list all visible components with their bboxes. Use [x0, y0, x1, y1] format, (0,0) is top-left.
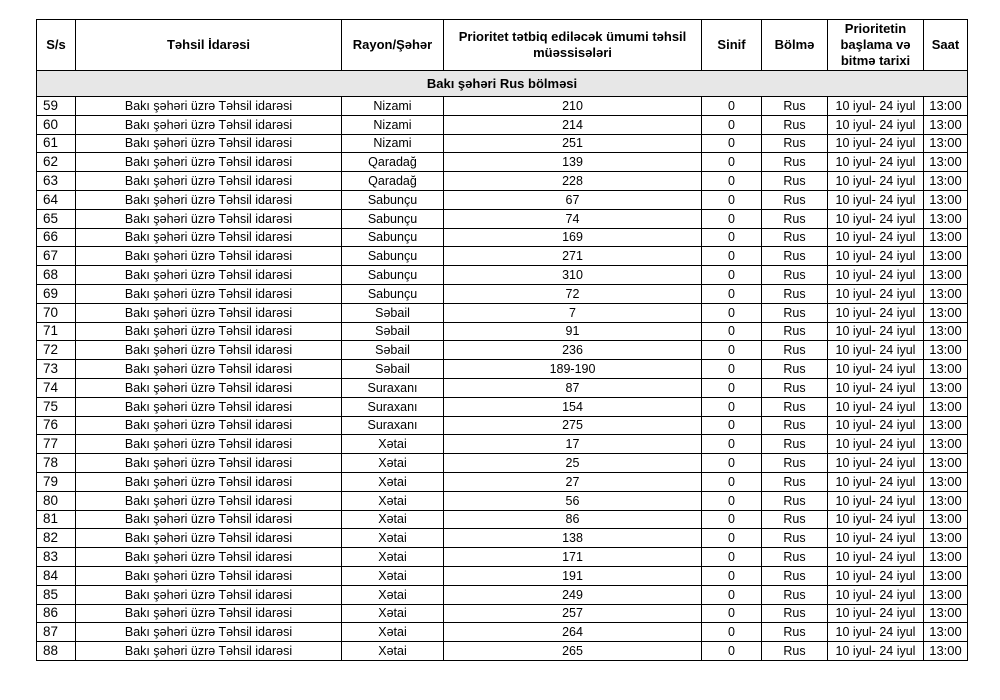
cell-tarix: 10 iyul- 24 iyul — [828, 585, 924, 604]
cell-sinif: 0 — [702, 529, 762, 548]
cell-saat: 13:00 — [924, 303, 968, 322]
header-prioritet: Prioritet tətbiq ediləcək ümumi təhsil müəssisələri — [444, 20, 702, 71]
cell-tehsil-idaresi: Bakı şəhəri üzrə Təhsil idarəsi — [76, 435, 342, 454]
cell-tehsil-idaresi: Bakı şəhəri üzrə Təhsil idarəsi — [76, 416, 342, 435]
header-bolme: Bölmə — [762, 20, 828, 71]
cell-mekteb: 265 — [444, 642, 702, 661]
cell-number: 74 — [37, 378, 76, 397]
cell-tehsil-idaresi: Bakı şəhəri üzrə Təhsil idarəsi — [76, 491, 342, 510]
cell-bolme: Rus — [762, 397, 828, 416]
cell-tarix: 10 iyul- 24 iyul — [828, 454, 924, 473]
cell-tarix: 10 iyul- 24 iyul — [828, 341, 924, 360]
cell-mekteb: 87 — [444, 378, 702, 397]
cell-saat: 13:00 — [924, 529, 968, 548]
table-row — [37, 548, 968, 567]
cell-bolme: Rus — [762, 190, 828, 209]
table-row — [37, 247, 968, 266]
cell-tehsil-idaresi: Bakı şəhəri üzrə Təhsil idarəsi — [76, 529, 342, 548]
header-tehsil-idaresi: Təhsil İdarəsi — [76, 20, 342, 71]
cell-sinif: 0 — [702, 97, 762, 116]
cell-mekteb: 56 — [444, 491, 702, 510]
cell-bolme: Rus — [762, 303, 828, 322]
cell-tarix: 10 iyul- 24 iyul — [828, 510, 924, 529]
header-ss: S/s — [37, 20, 76, 71]
cell-mekteb: 249 — [444, 585, 702, 604]
cell-tehsil-idaresi: Bakı şəhəri üzrə Təhsil idarəsi — [76, 97, 342, 116]
cell-sinif: 0 — [702, 322, 762, 341]
cell-rayon: Xətai — [342, 623, 444, 642]
cell-bolme: Rus — [762, 548, 828, 567]
cell-saat: 13:00 — [924, 190, 968, 209]
cell-sinif: 0 — [702, 153, 762, 172]
cell-bolme: Rus — [762, 153, 828, 172]
table-row — [37, 172, 968, 191]
cell-bolme: Rus — [762, 642, 828, 661]
cell-number: 67 — [37, 247, 76, 266]
cell-tarix: 10 iyul- 24 iyul — [828, 228, 924, 247]
table-row — [37, 153, 968, 172]
cell-tarix: 10 iyul- 24 iyul — [828, 416, 924, 435]
priority-schools-table — [36, 19, 968, 661]
cell-saat: 13:00 — [924, 153, 968, 172]
cell-saat: 13:00 — [924, 360, 968, 379]
table-row — [37, 604, 968, 623]
cell-number: 73 — [37, 360, 76, 379]
cell-mekteb: 214 — [444, 115, 702, 134]
cell-mekteb: 271 — [444, 247, 702, 266]
cell-mekteb: 91 — [444, 322, 702, 341]
cell-tehsil-idaresi: Bakı şəhəri üzrə Təhsil idarəsi — [76, 266, 342, 285]
cell-tehsil-idaresi: Bakı şəhəri üzrə Təhsil idarəsi — [76, 642, 342, 661]
table-row — [37, 284, 968, 303]
cell-number: 62 — [37, 153, 76, 172]
cell-tehsil-idaresi: Bakı şəhəri üzrə Təhsil idarəsi — [76, 585, 342, 604]
cell-bolme: Rus — [762, 115, 828, 134]
cell-saat: 13:00 — [924, 566, 968, 585]
cell-saat: 13:00 — [924, 266, 968, 285]
cell-number: 60 — [37, 115, 76, 134]
cell-tarix: 10 iyul- 24 iyul — [828, 284, 924, 303]
cell-tarix: 10 iyul- 24 iyul — [828, 397, 924, 416]
cell-number: 82 — [37, 529, 76, 548]
cell-saat: 13:00 — [924, 397, 968, 416]
table-row — [37, 642, 968, 661]
cell-tehsil-idaresi: Bakı şəhəri üzrə Təhsil idarəsi — [76, 623, 342, 642]
cell-bolme: Rus — [762, 435, 828, 454]
cell-number: 78 — [37, 454, 76, 473]
cell-bolme: Rus — [762, 247, 828, 266]
cell-mekteb: 25 — [444, 454, 702, 473]
cell-tehsil-idaresi: Bakı şəhəri üzrə Təhsil idarəsi — [76, 454, 342, 473]
cell-rayon: Suraxanı — [342, 378, 444, 397]
cell-sinif: 0 — [702, 341, 762, 360]
cell-rayon: Xətai — [342, 642, 444, 661]
cell-saat: 13:00 — [924, 416, 968, 435]
cell-number: 66 — [37, 228, 76, 247]
cell-bolme: Rus — [762, 378, 828, 397]
cell-sinif: 0 — [702, 566, 762, 585]
cell-sinif: 0 — [702, 360, 762, 379]
cell-sinif: 0 — [702, 190, 762, 209]
cell-number: 85 — [37, 585, 76, 604]
cell-rayon: Xətai — [342, 585, 444, 604]
cell-tarix: 10 iyul- 24 iyul — [828, 642, 924, 661]
cell-sinif: 0 — [702, 284, 762, 303]
cell-saat: 13:00 — [924, 228, 968, 247]
cell-tehsil-idaresi: Bakı şəhəri üzrə Təhsil idarəsi — [76, 303, 342, 322]
cell-tehsil-idaresi: Bakı şəhəri üzrə Təhsil idarəsi — [76, 566, 342, 585]
cell-mekteb: 257 — [444, 604, 702, 623]
table-row — [37, 360, 968, 379]
cell-sinif: 0 — [702, 435, 762, 454]
cell-tehsil-idaresi: Bakı şəhəri üzrə Təhsil idarəsi — [76, 228, 342, 247]
table-row — [37, 228, 968, 247]
cell-bolme: Rus — [762, 454, 828, 473]
cell-tehsil-idaresi: Bakı şəhəri üzrə Təhsil idarəsi — [76, 378, 342, 397]
cell-rayon: Qaradağ — [342, 153, 444, 172]
cell-number: 61 — [37, 134, 76, 153]
cell-number: 71 — [37, 322, 76, 341]
cell-tehsil-idaresi: Bakı şəhəri üzrə Təhsil idarəsi — [76, 322, 342, 341]
cell-mekteb: 74 — [444, 209, 702, 228]
cell-sinif: 0 — [702, 472, 762, 491]
cell-saat: 13:00 — [924, 585, 968, 604]
cell-number: 64 — [37, 190, 76, 209]
cell-mekteb: 169 — [444, 228, 702, 247]
cell-mekteb: 7 — [444, 303, 702, 322]
cell-rayon: Səbail — [342, 360, 444, 379]
cell-tarix: 10 iyul- 24 iyul — [828, 529, 924, 548]
cell-tehsil-idaresi: Bakı şəhəri üzrə Təhsil idarəsi — [76, 397, 342, 416]
cell-sinif: 0 — [702, 266, 762, 285]
cell-bolme: Rus — [762, 585, 828, 604]
cell-bolme: Rus — [762, 604, 828, 623]
cell-rayon: Səbail — [342, 303, 444, 322]
cell-mekteb: 86 — [444, 510, 702, 529]
cell-rayon: Sabunçu — [342, 266, 444, 285]
cell-mekteb: 67 — [444, 190, 702, 209]
cell-rayon: Xətai — [342, 529, 444, 548]
cell-rayon: Nizami — [342, 134, 444, 153]
cell-mekteb: 251 — [444, 134, 702, 153]
cell-tarix: 10 iyul- 24 iyul — [828, 566, 924, 585]
cell-number: 63 — [37, 172, 76, 191]
cell-tehsil-idaresi: Bakı şəhəri üzrə Təhsil idarəsi — [76, 548, 342, 567]
cell-sinif: 0 — [702, 303, 762, 322]
cell-sinif: 0 — [702, 209, 762, 228]
table-row — [37, 322, 968, 341]
cell-bolme: Rus — [762, 284, 828, 303]
cell-tarix: 10 iyul- 24 iyul — [828, 266, 924, 285]
cell-sinif: 0 — [702, 548, 762, 567]
cell-rayon: Sabunçu — [342, 284, 444, 303]
cell-saat: 13:00 — [924, 623, 968, 642]
section-row — [37, 71, 968, 97]
cell-number: 70 — [37, 303, 76, 322]
cell-rayon: Qaradağ — [342, 172, 444, 191]
table-row — [37, 209, 968, 228]
cell-number: 75 — [37, 397, 76, 416]
table-row — [37, 510, 968, 529]
cell-saat: 13:00 — [924, 341, 968, 360]
cell-sinif: 0 — [702, 378, 762, 397]
table-row — [37, 190, 968, 209]
cell-mekteb: 210 — [444, 97, 702, 116]
header-tarix: Prioritetin başlama və bitmə tarixi — [828, 20, 924, 71]
cell-rayon: Sabunçu — [342, 190, 444, 209]
cell-bolme: Rus — [762, 134, 828, 153]
cell-bolme: Rus — [762, 266, 828, 285]
cell-bolme: Rus — [762, 623, 828, 642]
cell-number: 69 — [37, 284, 76, 303]
header-sinif: Sinif — [702, 20, 762, 71]
cell-sinif: 0 — [702, 228, 762, 247]
cell-bolme: Rus — [762, 97, 828, 116]
table-row — [37, 303, 968, 322]
cell-saat: 13:00 — [924, 604, 968, 623]
cell-mekteb: 72 — [444, 284, 702, 303]
table-row — [37, 341, 968, 360]
cell-tehsil-idaresi: Bakı şəhəri üzrə Təhsil idarəsi — [76, 341, 342, 360]
cell-tehsil-idaresi: Bakı şəhəri üzrə Təhsil idarəsi — [76, 115, 342, 134]
cell-sinif: 0 — [702, 416, 762, 435]
table-row — [37, 566, 968, 585]
cell-tehsil-idaresi: Bakı şəhəri üzrə Təhsil idarəsi — [76, 510, 342, 529]
cell-number: 88 — [37, 642, 76, 661]
cell-tarix: 10 iyul- 24 iyul — [828, 209, 924, 228]
cell-saat: 13:00 — [924, 172, 968, 191]
header-row — [37, 20, 968, 71]
cell-tarix: 10 iyul- 24 iyul — [828, 190, 924, 209]
cell-mekteb: 27 — [444, 472, 702, 491]
cell-number: 81 — [37, 510, 76, 529]
cell-tarix: 10 iyul- 24 iyul — [828, 115, 924, 134]
table-row — [37, 397, 968, 416]
cell-bolme: Rus — [762, 228, 828, 247]
cell-number: 76 — [37, 416, 76, 435]
cell-number: 79 — [37, 472, 76, 491]
cell-tehsil-idaresi: Bakı şəhəri üzrə Təhsil idarəsi — [76, 472, 342, 491]
cell-tarix: 10 iyul- 24 iyul — [828, 623, 924, 642]
cell-saat: 13:00 — [924, 435, 968, 454]
table-row — [37, 134, 968, 153]
cell-number: 59 — [37, 97, 76, 116]
table-row — [37, 416, 968, 435]
cell-sinif: 0 — [702, 604, 762, 623]
cell-tehsil-idaresi: Bakı şəhəri üzrə Təhsil idarəsi — [76, 190, 342, 209]
cell-tarix: 10 iyul- 24 iyul — [828, 134, 924, 153]
table-row — [37, 378, 968, 397]
cell-saat: 13:00 — [924, 378, 968, 397]
cell-rayon: Xətai — [342, 566, 444, 585]
cell-saat: 13:00 — [924, 97, 968, 116]
cell-sinif: 0 — [702, 585, 762, 604]
cell-tarix: 10 iyul- 24 iyul — [828, 604, 924, 623]
cell-rayon: Xətai — [342, 604, 444, 623]
cell-saat: 13:00 — [924, 510, 968, 529]
table-row — [37, 491, 968, 510]
cell-number: 83 — [37, 548, 76, 567]
cell-sinif: 0 — [702, 134, 762, 153]
cell-sinif: 0 — [702, 623, 762, 642]
cell-sinif: 0 — [702, 491, 762, 510]
cell-number: 65 — [37, 209, 76, 228]
cell-sinif: 0 — [702, 642, 762, 661]
cell-saat: 13:00 — [924, 209, 968, 228]
cell-rayon: Xətai — [342, 454, 444, 473]
cell-sinif: 0 — [702, 397, 762, 416]
table-row — [37, 97, 968, 116]
cell-mekteb: 171 — [444, 548, 702, 567]
cell-tehsil-idaresi: Bakı şəhəri üzrə Təhsil idarəsi — [76, 284, 342, 303]
header-rayon: Rayon/Şəhər — [342, 20, 444, 71]
cell-rayon: Suraxanı — [342, 397, 444, 416]
cell-sinif: 0 — [702, 247, 762, 266]
cell-tarix: 10 iyul- 24 iyul — [828, 303, 924, 322]
cell-rayon: Səbail — [342, 322, 444, 341]
table-row — [37, 529, 968, 548]
cell-sinif: 0 — [702, 454, 762, 473]
table-row — [37, 623, 968, 642]
cell-tarix: 10 iyul- 24 iyul — [828, 491, 924, 510]
cell-mekteb: 138 — [444, 529, 702, 548]
cell-rayon: Xətai — [342, 435, 444, 454]
cell-saat: 13:00 — [924, 548, 968, 567]
cell-number: 68 — [37, 266, 76, 285]
table-row — [37, 472, 968, 491]
cell-tarix: 10 iyul- 24 iyul — [828, 172, 924, 191]
cell-bolme: Rus — [762, 322, 828, 341]
cell-saat: 13:00 — [924, 642, 968, 661]
cell-mekteb: 275 — [444, 416, 702, 435]
cell-mekteb: 236 — [444, 341, 702, 360]
cell-mekteb: 228 — [444, 172, 702, 191]
cell-bolme: Rus — [762, 172, 828, 191]
table-row — [37, 435, 968, 454]
cell-bolme: Rus — [762, 566, 828, 585]
cell-tarix: 10 iyul- 24 iyul — [828, 322, 924, 341]
cell-mekteb: 139 — [444, 153, 702, 172]
cell-mekteb: 264 — [444, 623, 702, 642]
cell-bolme: Rus — [762, 529, 828, 548]
cell-sinif: 0 — [702, 172, 762, 191]
cell-tehsil-idaresi: Bakı şəhəri üzrə Təhsil idarəsi — [76, 247, 342, 266]
cell-tehsil-idaresi: Bakı şəhəri üzrə Təhsil idarəsi — [76, 134, 342, 153]
table-body — [37, 71, 968, 661]
cell-rayon: Sabunçu — [342, 228, 444, 247]
cell-tarix: 10 iyul- 24 iyul — [828, 548, 924, 567]
cell-saat: 13:00 — [924, 115, 968, 134]
table-row — [37, 115, 968, 134]
table-header — [37, 20, 968, 71]
cell-number: 80 — [37, 491, 76, 510]
header-saat: Saat — [924, 20, 968, 71]
cell-number: 72 — [37, 341, 76, 360]
cell-rayon: Sabunçu — [342, 209, 444, 228]
cell-mekteb: 191 — [444, 566, 702, 585]
cell-sinif: 0 — [702, 115, 762, 134]
table-row — [37, 266, 968, 285]
cell-number: 77 — [37, 435, 76, 454]
cell-saat: 13:00 — [924, 322, 968, 341]
cell-bolme: Rus — [762, 341, 828, 360]
cell-rayon: Xətai — [342, 510, 444, 529]
table-row — [37, 585, 968, 604]
cell-saat: 13:00 — [924, 491, 968, 510]
cell-rayon: Xətai — [342, 548, 444, 567]
cell-tehsil-idaresi: Bakı şəhəri üzrə Təhsil idarəsi — [76, 209, 342, 228]
cell-bolme: Rus — [762, 472, 828, 491]
section-title: Bakı şəhəri Rus bölməsi — [37, 71, 968, 97]
cell-rayon: Nizami — [342, 97, 444, 116]
cell-saat: 13:00 — [924, 454, 968, 473]
cell-tarix: 10 iyul- 24 iyul — [828, 97, 924, 116]
cell-tarix: 10 iyul- 24 iyul — [828, 153, 924, 172]
cell-rayon: Nizami — [342, 115, 444, 134]
cell-tarix: 10 iyul- 24 iyul — [828, 360, 924, 379]
cell-tehsil-idaresi: Bakı şəhəri üzrə Təhsil idarəsi — [76, 153, 342, 172]
cell-tehsil-idaresi: Bakı şəhəri üzrə Təhsil idarəsi — [76, 604, 342, 623]
cell-bolme: Rus — [762, 360, 828, 379]
cell-mekteb: 17 — [444, 435, 702, 454]
cell-bolme: Rus — [762, 416, 828, 435]
cell-bolme: Rus — [762, 510, 828, 529]
cell-rayon: Suraxanı — [342, 416, 444, 435]
cell-rayon: Xətai — [342, 491, 444, 510]
cell-number: 86 — [37, 604, 76, 623]
cell-number: 84 — [37, 566, 76, 585]
cell-bolme: Rus — [762, 491, 828, 510]
cell-sinif: 0 — [702, 510, 762, 529]
cell-bolme: Rus — [762, 209, 828, 228]
table-row — [37, 454, 968, 473]
cell-tarix: 10 iyul- 24 iyul — [828, 435, 924, 454]
cell-mekteb: 154 — [444, 397, 702, 416]
cell-tarix: 10 iyul- 24 iyul — [828, 247, 924, 266]
cell-saat: 13:00 — [924, 134, 968, 153]
cell-tarix: 10 iyul- 24 iyul — [828, 472, 924, 491]
cell-rayon: Sabunçu — [342, 247, 444, 266]
cell-tarix: 10 iyul- 24 iyul — [828, 378, 924, 397]
cell-saat: 13:00 — [924, 247, 968, 266]
cell-tehsil-idaresi: Bakı şəhəri üzrə Təhsil idarəsi — [76, 360, 342, 379]
cell-rayon: Xətai — [342, 472, 444, 491]
cell-mekteb: 189-190 — [444, 360, 702, 379]
cell-tehsil-idaresi: Bakı şəhəri üzrə Təhsil idarəsi — [76, 172, 342, 191]
cell-saat: 13:00 — [924, 472, 968, 491]
cell-mekteb: 310 — [444, 266, 702, 285]
cell-rayon: Səbail — [342, 341, 444, 360]
cell-number: 87 — [37, 623, 76, 642]
cell-saat: 13:00 — [924, 284, 968, 303]
